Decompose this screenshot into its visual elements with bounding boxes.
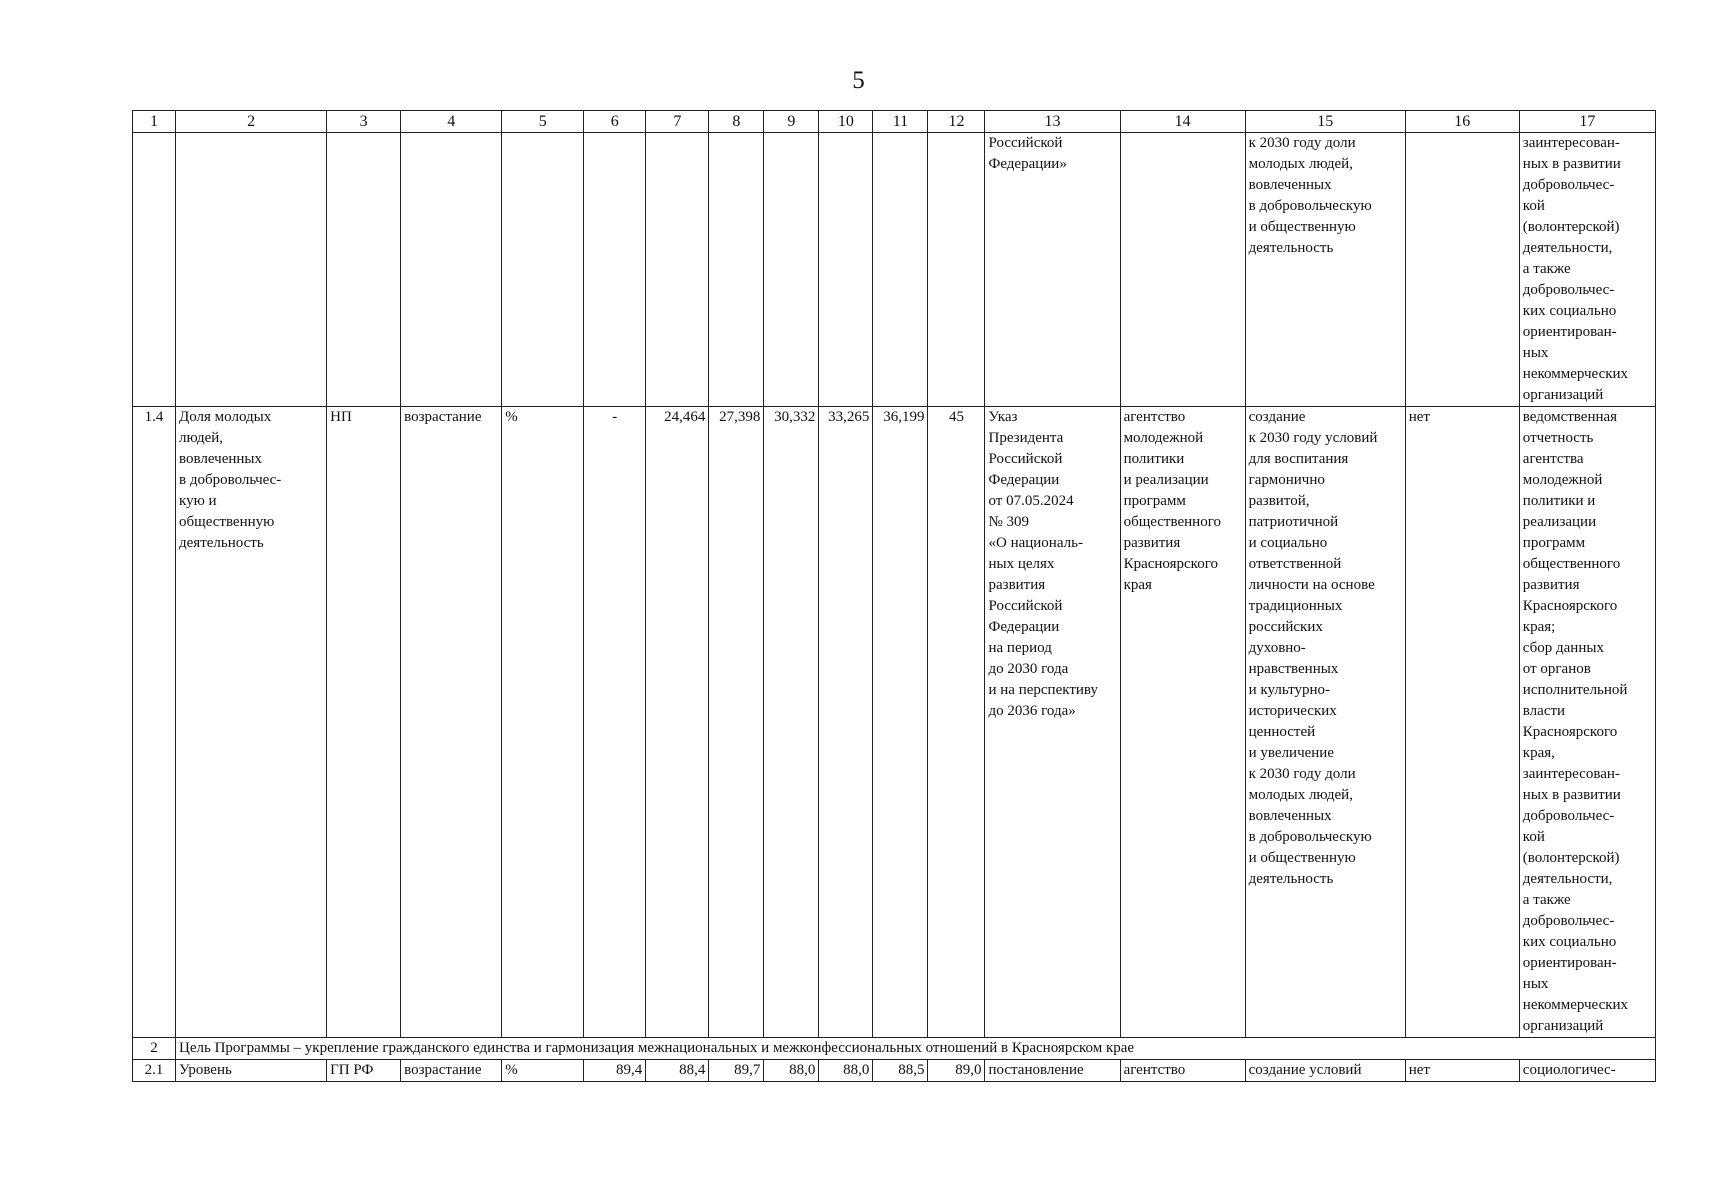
table-row-continuation	[133, 133, 1656, 407]
cell-indicator-level: НП	[327, 407, 401, 1038]
cell-base-value: 89,4	[584, 1060, 646, 1082]
column-header-1: 1	[133, 111, 176, 133]
column-header-7: 7	[646, 111, 709, 133]
column-header-3: 3	[327, 111, 401, 133]
cell-data-source: ведомственная отчетность агентства молодежной политики и реализации программ общественного развития Красноярского края; сбор данных от органов исполнительной власти Красноярского края, заинтересован- ных в развитии добровольчес- кой (волонтерской) деятельности, а также добровольчес- ких социально ориентирован- ных некоммерческих организаций	[1519, 407, 1655, 1038]
column-header-2: 2	[176, 111, 327, 133]
column-header-12: 12	[928, 111, 985, 133]
cell-value-12: 89,0	[928, 1060, 985, 1082]
table-row-goal-2	[133, 1038, 1656, 1060]
cell-goal-relation: создание условий	[1245, 1060, 1405, 1082]
column-number-header-row	[133, 111, 1656, 133]
goal-text: Цель Программы – укрепление гражданского единства и гармонизация межнациональных и межконфессиональных отношений в Красноярском крае	[179, 1040, 1135, 1056]
cell-gis-flag: нет	[1405, 1060, 1519, 1082]
cell-empty	[1120, 133, 1245, 407]
cell-empty	[928, 133, 985, 407]
cell-legal-basis: Указ Президента Российской Федерации от 07.05.2024 № 309 «О националь- ных целях развития Российской Федерации на период до 2030 года и на перспективу до 2036 года»	[985, 407, 1120, 1038]
cell-indicator-name: Доля молодых людей, вовлеченных в добровольчес- кую и общественную деятельность	[176, 407, 327, 1038]
cell-empty	[176, 133, 327, 407]
cell-goal-relation: к 2030 году доли молодых людей, вовлеченных в добровольческую и общественную деятельность	[1245, 133, 1405, 407]
cell-empty	[401, 133, 502, 407]
cell-indicator-level: ГП РФ	[327, 1060, 401, 1082]
cell-value-7: 88,4	[646, 1060, 709, 1082]
cell-trend: возрастание	[401, 407, 502, 1038]
cell-responsible: агентство	[1120, 1060, 1245, 1082]
column-header-6: 6	[584, 111, 646, 133]
cell-value-9: 30,332	[764, 407, 819, 1038]
cell-empty	[646, 133, 709, 407]
indicators-table	[132, 110, 1656, 1082]
cell-empty	[873, 133, 928, 407]
cell-empty	[819, 133, 873, 407]
column-header-4: 4	[401, 111, 502, 133]
column-header-8: 8	[709, 111, 764, 133]
cell-empty	[584, 133, 646, 407]
cell-empty	[502, 133, 584, 407]
cell-value-11: 36,199	[873, 407, 928, 1038]
column-header-5: 5	[502, 111, 584, 133]
cell-base-value: -	[584, 407, 646, 1038]
cell-value-10: 88,0	[819, 1060, 873, 1082]
cell-value-9: 88,0	[764, 1060, 819, 1082]
cell-legal-basis: Российской Федерации»	[985, 133, 1120, 407]
cell-empty	[327, 133, 401, 407]
column-header-10: 10	[819, 111, 873, 133]
column-header-16: 16	[1405, 111, 1519, 133]
page-number: 5	[852, 67, 865, 94]
cell-row-number: 2.1	[133, 1060, 176, 1082]
cell-empty	[709, 133, 764, 407]
cell-goal-relation: создание к 2030 году условий для воспитания гармонично развитой, патриотичной и социально ответственной личности на основе традиционных российских духовно- нравственных и культурно- исторических ценностей и увеличение к 2030 году доли молодых людей, вовлеченных в добровольческую и общественную деятельность	[1245, 407, 1405, 1038]
cell-trend: возрастание	[401, 1060, 502, 1082]
cell-legal-basis: постановление	[985, 1060, 1120, 1082]
column-header-14: 14	[1120, 111, 1245, 133]
cell-value-11: 88,5	[873, 1060, 928, 1082]
cell-empty	[1405, 133, 1519, 407]
table-row-1-4	[133, 407, 1656, 1038]
column-header-17: 17	[1519, 111, 1655, 133]
cell-gis-flag: нет	[1405, 407, 1519, 1038]
cell-data-source: заинтересован- ных в развитии добровольчес- кой (волонтерской) деятельности, а также добровольчес- ких социально ориентирован- ных некоммерческих организаций	[1519, 133, 1655, 407]
cell-row-number: 2	[133, 1038, 176, 1060]
cell-indicator-name: Уровень	[176, 1060, 327, 1082]
cell-value-10: 33,265	[819, 407, 873, 1038]
cell-value-8: 89,7	[709, 1060, 764, 1082]
cell-goal-text	[176, 1038, 1656, 1060]
cell-value-7: 24,464	[646, 407, 709, 1038]
column-header-9: 9	[764, 111, 819, 133]
cell-unit: %	[502, 1060, 584, 1082]
column-header-11: 11	[873, 111, 928, 133]
cell-empty	[764, 133, 819, 407]
column-header-15: 15	[1245, 111, 1405, 133]
cell-row-number: 1.4	[133, 407, 176, 1038]
cell-responsible: агентство молодежной политики и реализации программ общественного развития Красноярского края	[1120, 407, 1245, 1038]
table-row-2-1	[133, 1060, 1656, 1082]
cell-value-8: 27,398	[709, 407, 764, 1038]
cell-value-12: 45	[928, 407, 985, 1038]
cell-data-source: социологичес-	[1519, 1060, 1655, 1082]
cell-empty	[133, 133, 176, 407]
column-header-13: 13	[985, 111, 1120, 133]
cell-unit: %	[502, 407, 584, 1038]
